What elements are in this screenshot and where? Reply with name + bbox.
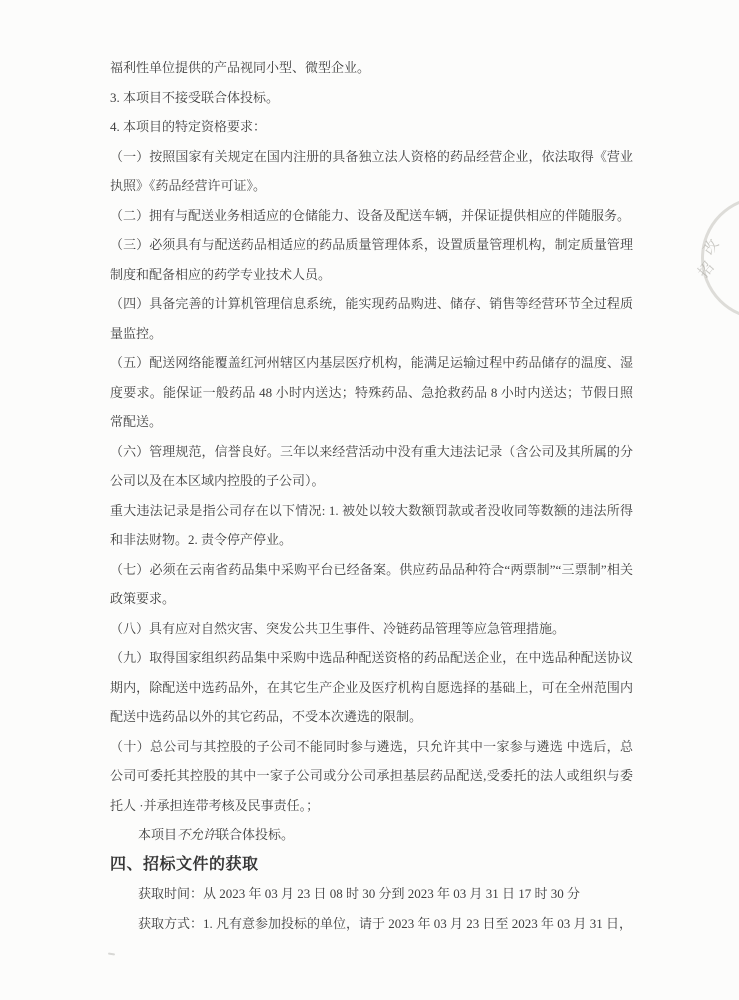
text-run: （四）具备完善的计算机管理信息系统，能实现药品购进、储存、销售等经营环节全过程质量监控。 — [110, 296, 633, 341]
paragraph — [110, 230, 633, 289]
document-content — [110, 53, 633, 938]
paragraph — [110, 53, 633, 83]
scan-artifact-speck — [108, 953, 115, 956]
text-run: （七）必须在云南省药品集中采购平台已经备案。供应药品品种符合“两票制”“三票制”相关政策要求。 — [110, 561, 633, 606]
emphasis-italic-text: 不允许 — [177, 827, 217, 842]
text-run: 4. 本项目的特定资格要求： — [110, 119, 267, 134]
faint-round-seal — [701, 196, 739, 320]
paragraph — [110, 83, 633, 113]
text-run: （二）拥有与配送业务相适应的仓储能力、设备及配送车辆，并保证提供相应的伴随服务。 — [110, 207, 631, 223]
text-run: （六）管理规范，信誉良好。三年以来经营活动中没有重大违法记录（含公司及其所属的分公司以及在本区域内控股的子公司）。 — [110, 443, 633, 488]
text-run: 本项目 — [138, 827, 178, 842]
paragraph — [110, 289, 633, 348]
text-run: 四、招标文件的获取 — [110, 855, 259, 873]
paragraph — [110, 201, 633, 231]
seal-character-bottom: 招 — [695, 259, 718, 282]
paragraph — [110, 496, 633, 555]
text-run: （九）取得国家组织药品集中采购中选品种配送资格的药品配送企业，在中选品种配送协议期内，除配送中选药品外，在其它生产企业及医疗机构自愿选择的基础上，可在全州范围内配送中选药品以外的其它药品，不受本次遴选的限制。 — [110, 650, 633, 724]
text-run: （一）按照国家有关规定在国内注册的具备独立法人资格的药品经营企业，依法取得《营业执照》《药品经营许可证》。 — [110, 148, 633, 193]
text-run: 福利性单位提供的产品视同小型、微型企业。 — [110, 60, 371, 75]
paragraph — [110, 879, 633, 909]
paragraph — [110, 732, 633, 821]
text-run: 获取时间：从 2023 年 03 月 23 日 08 时 30 分到 2023 年 03 月 31 日 17 时 30 分 — [138, 886, 581, 901]
seal-character-top: 改 — [700, 236, 723, 259]
paragraph — [110, 643, 633, 732]
paragraph — [110, 909, 633, 939]
text-run: （十）总公司与其控股的子公司不能同时参与遴选，只允许其中一家参与遴选 中选后，总公司可委托其控股的其中一家子公司或分公司承担基层药品配送,受委托的法人或组织与委托人 ·并承担连带考核及民事责任。； — [110, 738, 633, 813]
paragraph — [110, 112, 633, 142]
text-run: 3. 本项目不接受联合体投标。 — [110, 89, 280, 105]
paragraph — [110, 820, 633, 850]
text-run: 获取方式：1. 凡有意参加投标的单位，请于 2023 年 03 月 23 日至 2023 年 03 月 31 日， — [138, 915, 633, 931]
paragraph — [110, 142, 633, 201]
text-run: （八）具有应对自然灾害、突发公共卫生事件、冷链药品管理等应急管理措施。 — [110, 620, 566, 636]
paragraph — [110, 348, 633, 437]
text-run: （五）配送网络能覆盖红河州辖区内基层医疗机构，能满足运输过程中药品储存的温度、湿度要求。能保证一般药品 48 小时内送达；特殊药品、急抢救药品 8 小时内送达；节假日照常配送。 — [110, 355, 633, 429]
paragraph — [110, 437, 633, 496]
paragraph — [110, 555, 633, 614]
text-run: （三）必须具有与配送药品相适应的药品质量管理体系，设置质量管理机构，制定质量管理制度和配备相应的药学专业技术人员。 — [110, 237, 633, 282]
section-heading — [110, 850, 633, 880]
text-run: 重大违法记录是指公司存在以下情况: 1. 被处以较大数额罚款或者没收同等数额的违法所得和非法财物。2. 责令停产停业。 — [110, 502, 633, 547]
text-run: 联合体投标。 — [216, 827, 295, 842]
paragraph — [110, 614, 633, 644]
